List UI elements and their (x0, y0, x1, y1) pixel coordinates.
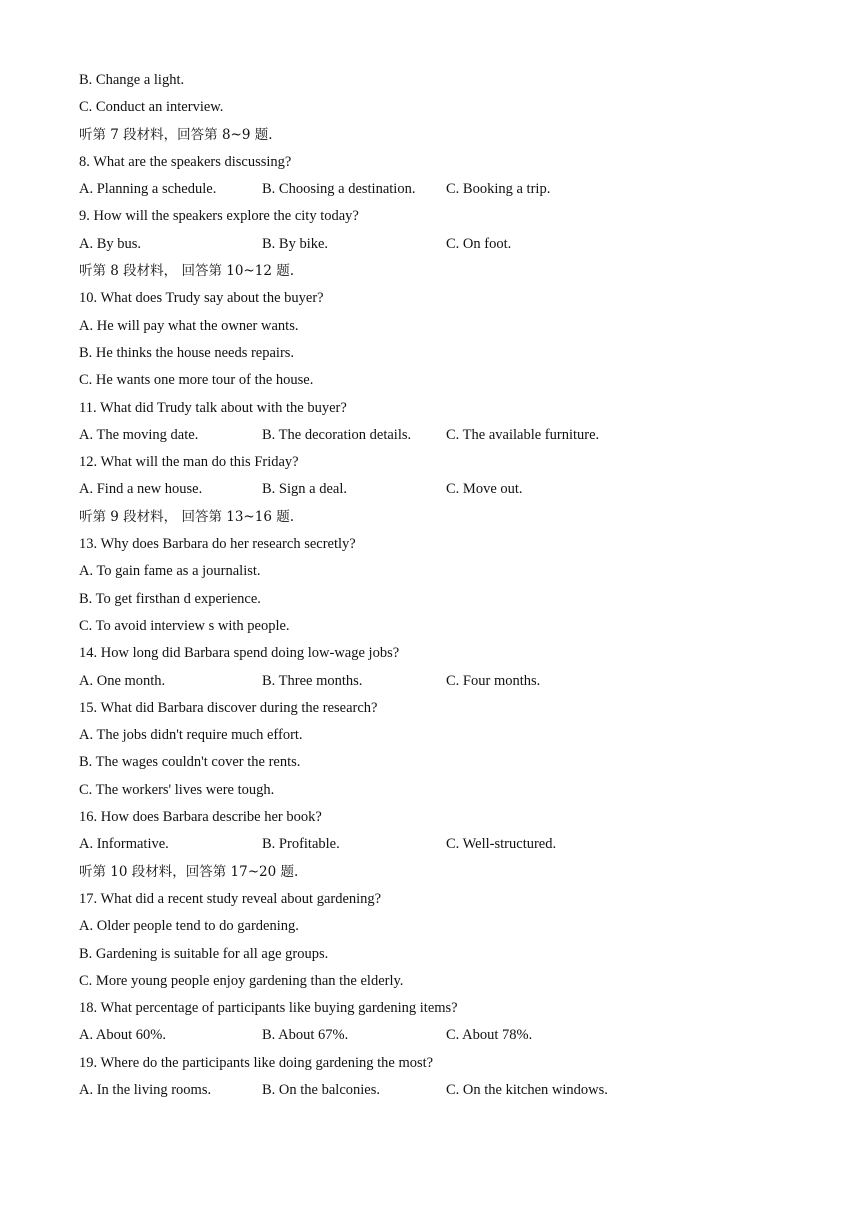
text-line: B. Change a light. (79, 72, 185, 88)
answer-option-b: B. By bike. (262, 235, 329, 252)
answer-options-row (79, 668, 799, 695)
section-heading: 听第 8 段材料， 回答第 10~12 题. (79, 263, 295, 280)
text-line: 12. What will the man do this Friday? (79, 454, 299, 471)
text-line: A. He will pay what the owner wants. (79, 317, 299, 334)
answer-option-a: A. In the living rooms. (79, 1081, 212, 1098)
text-line: 13. Why does Barbara do her research secretly? (79, 536, 356, 553)
answer-option-a: A. About 60%. (79, 1027, 166, 1044)
text-line: B. To get firsthan d experience. (79, 590, 261, 607)
answer-option-c: C. On the kitchen windows. (446, 1081, 608, 1098)
text-line: C. The workers' lives were tough. (79, 781, 275, 798)
answer-option-c: C. On foot. (446, 235, 512, 252)
text-line: A. To gain fame as a journalist. (79, 563, 261, 580)
text-line: B. Gardening is suitable for all age groups. (79, 945, 329, 962)
answer-options-row (79, 422, 799, 449)
answer-option-b: B. Three months. (262, 672, 363, 689)
text-line: B. The wages couldn't cover the rents. (79, 754, 301, 771)
text-line: 10. What does Trudy say about the buyer? (79, 290, 324, 307)
answer-options-row (79, 231, 799, 258)
text-line: 8. What are the speakers discussing? (79, 153, 292, 170)
answer-option-a: A. Find a new house. (79, 481, 203, 498)
answer-options-row (79, 1022, 799, 1049)
text-line: 14. How long did Barbara spend doing low-wage jobs? (79, 645, 400, 662)
answer-option-c: C. The available furniture. (446, 426, 600, 443)
answer-option-a: A. One month. (79, 672, 166, 689)
answer-options-row (79, 476, 799, 503)
answer-options-row (79, 1077, 799, 1104)
answer-option-b: B. The decoration details. (262, 426, 412, 443)
section-heading: 听第 7 段材料，回答第 8~9 题. (79, 126, 273, 143)
answer-option-a: A. By bus. (79, 235, 142, 252)
answer-option-b: B. Choosing a destination. (262, 181, 416, 198)
text-line: C. To avoid interview s with people. (79, 617, 290, 634)
answer-options-row (79, 176, 799, 203)
text-line: 11. What did Trudy talk about with the buyer? (79, 399, 347, 416)
text-line: C. He wants one more tour of the house. (79, 372, 314, 389)
answer-option-b: B. About 67%. (262, 1027, 349, 1044)
answer-option-b: B. On the balconies. (262, 1081, 380, 1098)
answer-option-c: C. Booking a trip. (446, 181, 551, 198)
text-line: 16. How does Barbara describe her book? (79, 809, 322, 826)
text-line: A. Older people tend to do gardening. (79, 918, 299, 935)
answer-option-c: C. Well-structured. (446, 836, 557, 853)
answer-option-b: B. Sign a deal. (262, 481, 347, 498)
answer-option-c: C. Move out. (446, 481, 523, 498)
text-line: 18. What percentage of participants like buying gardening items? (79, 1000, 458, 1017)
text-line: C. Conduct an interview. (79, 99, 224, 116)
answer-option-b: B. Profitable. (262, 836, 340, 853)
answer-option-a: A. Planning a schedule. (79, 181, 217, 198)
text-line: C. More young people enjoy gardening than the elderly. (79, 972, 404, 989)
answer-options-row (79, 831, 799, 858)
text-line: 17. What did a recent study reveal about gardening? (79, 890, 382, 907)
text-line: A. The jobs didn't require much effort. (79, 727, 303, 744)
answer-option-a: A. The moving date. (79, 426, 199, 443)
text-line: 9. How will the speakers explore the city today? (79, 208, 359, 225)
document-page (79, 67, 799, 1104)
answer-option-c: C. Four months. (446, 672, 541, 689)
section-heading: 听第 9 段材料， 回答第 13~16 题. (79, 508, 295, 525)
answer-option-c: C. About 78%. (446, 1027, 533, 1044)
text-line: 19. Where do the participants like doing gardening the most? (79, 1054, 434, 1071)
text-line: B. He thinks the house needs repairs. (79, 344, 295, 361)
answer-option-a: A. Informative. (79, 836, 169, 853)
section-heading: 听第 10 段材料，回答第 17~20 题. (79, 863, 299, 880)
text-line: 15. What did Barbara discover during the research? (79, 699, 378, 716)
